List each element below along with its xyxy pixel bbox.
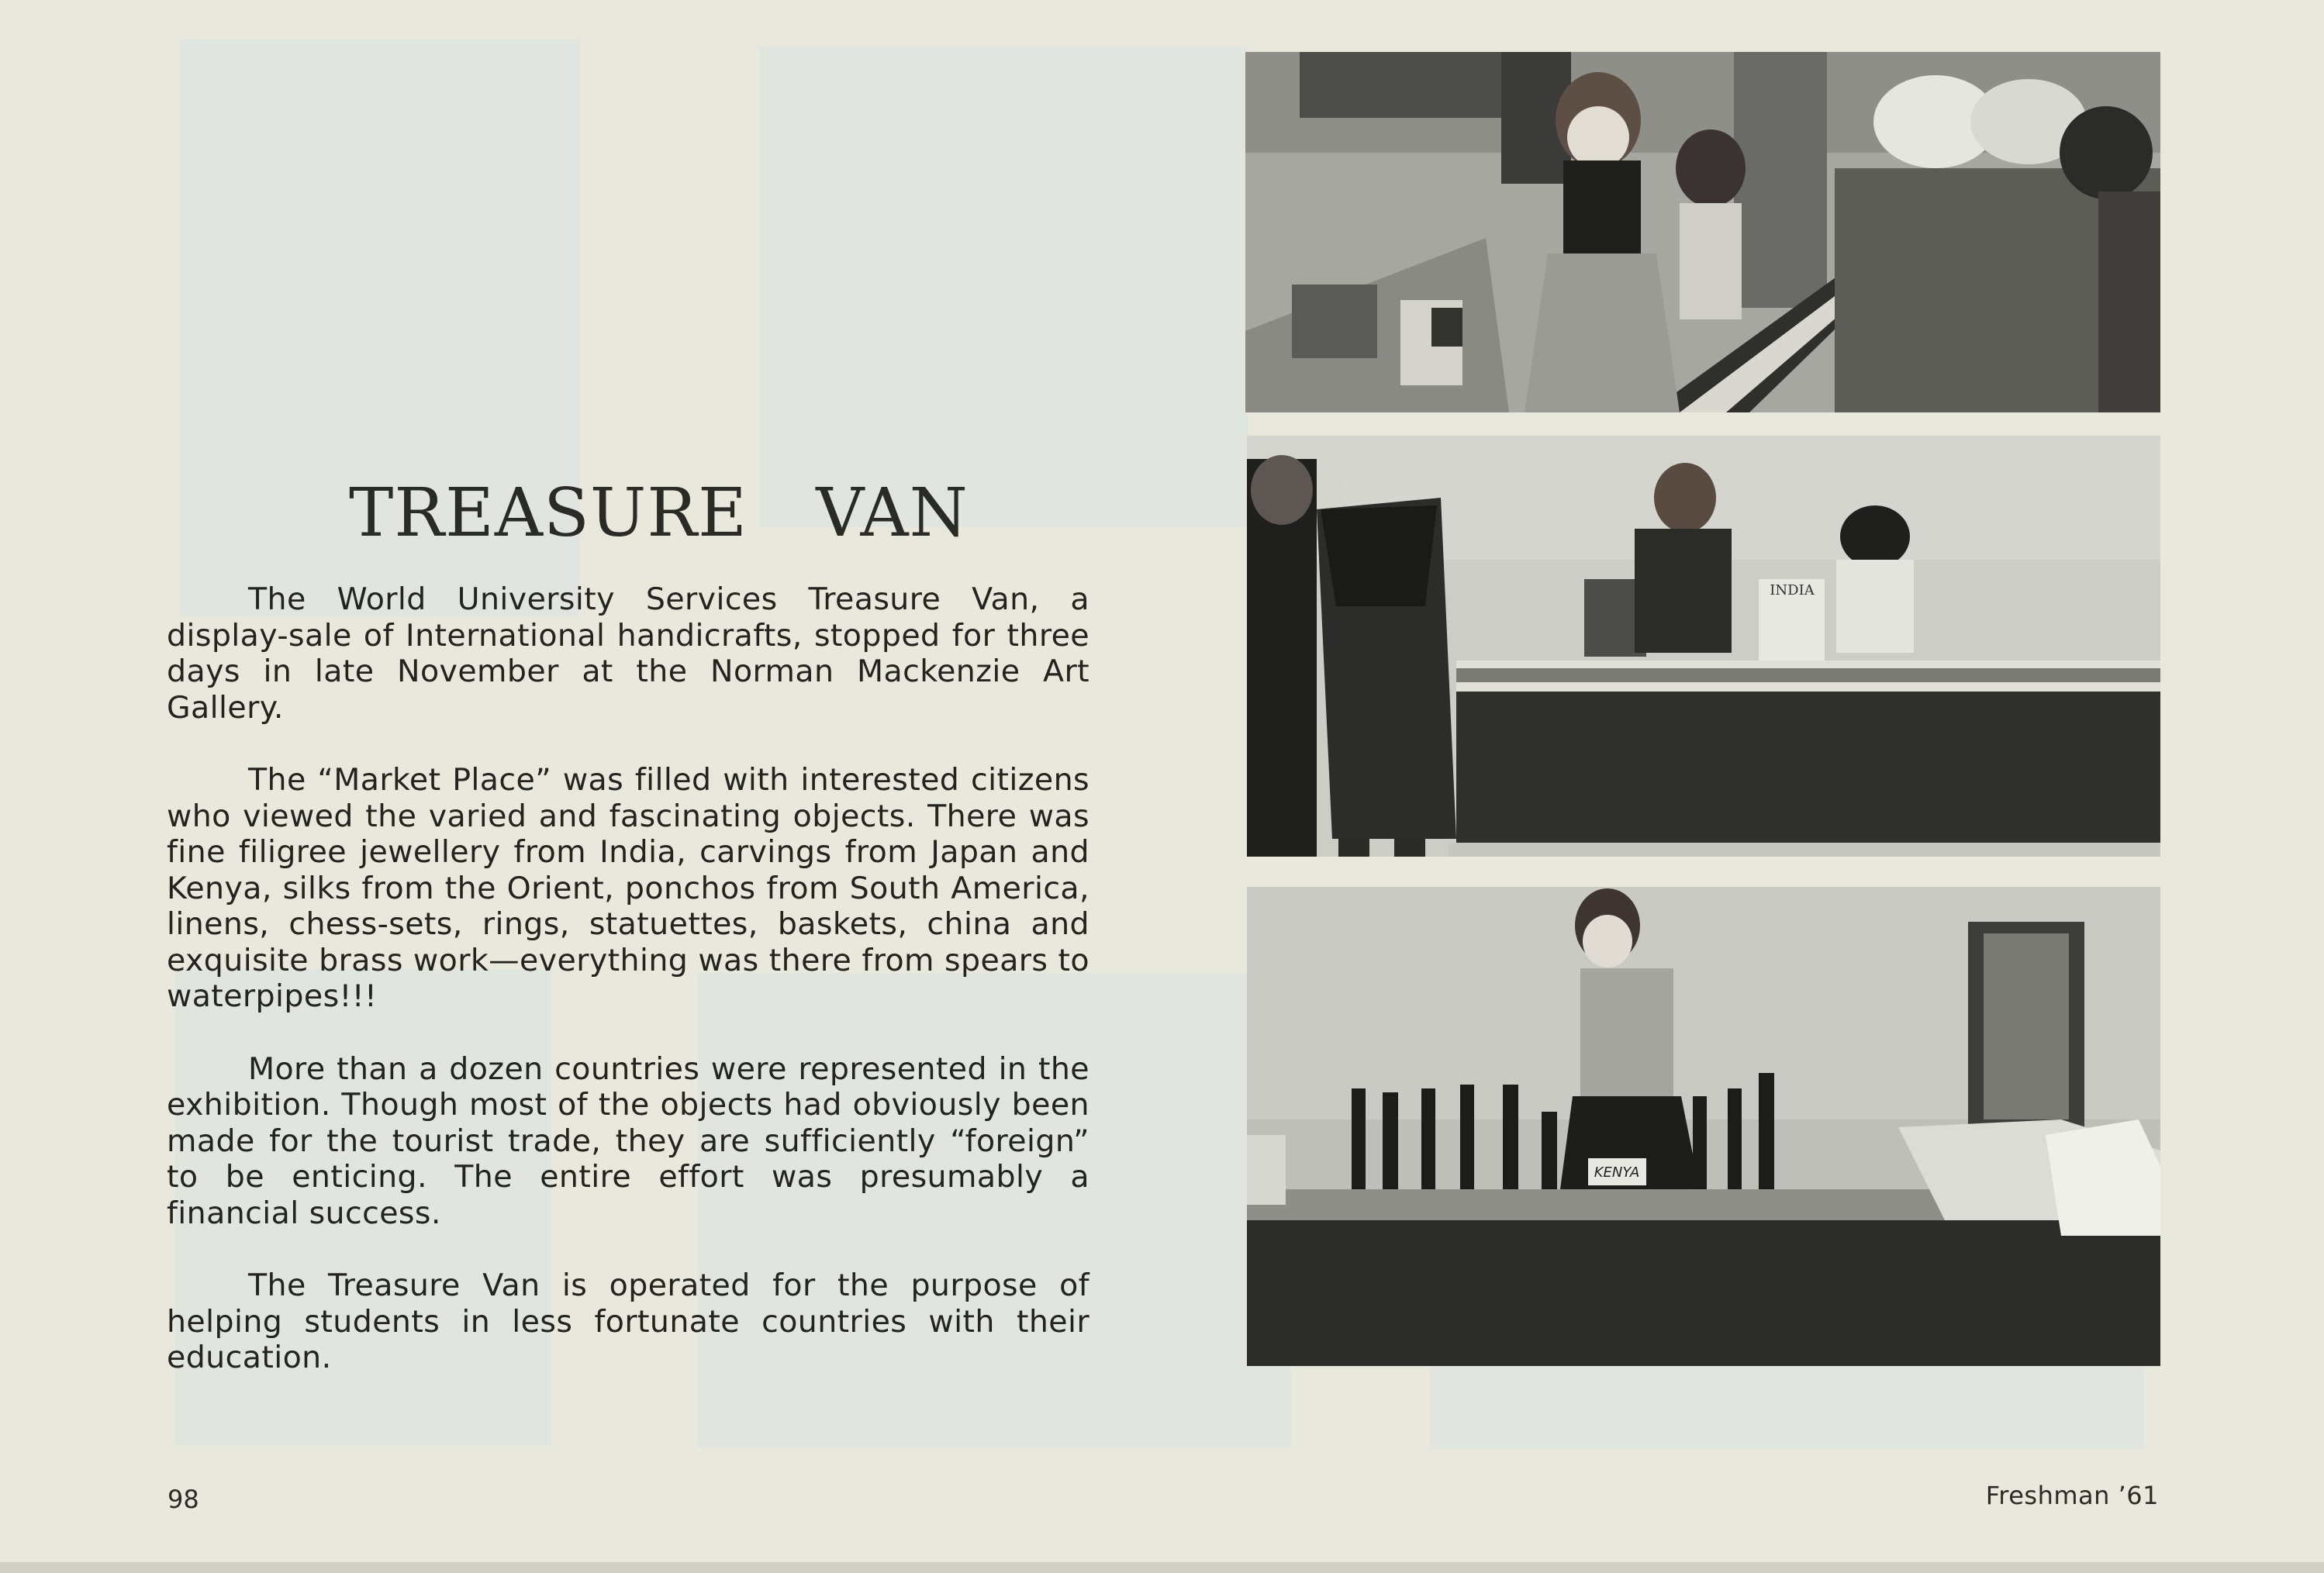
article-paragraph: More than a dozen countries were represented in the exhibition. Though most of the objects had obviously been made for the tourist trade, they are sufficiently “foreign” to be enticing. The entire effort was presumably a financial success. (167, 1050, 1089, 1231)
article-paragraph: The “Market Place” was filled with interested citizens who viewed the varied and fascinating objects. There was fine filigree jewellery from India, carvings from Japan and Kenya, silks from the Orient, ponchos from South America, linens, chess-sets, rings, statuettes, baskets, china and exquisite brass work—everything was there from spears to waterpipes!!! (167, 762, 1089, 1014)
show-through-block (760, 47, 1248, 527)
photo-india-display (1247, 436, 2160, 857)
kenya-sign-text: KENYA (1594, 1164, 1640, 1181)
page-number: 98 (167, 1485, 199, 1514)
photo-kenya-carvings-image (1247, 887, 2160, 1366)
page-title: TREASURE VAN (349, 474, 969, 552)
photo-shoppers-image (1245, 52, 2160, 412)
page-bottom-edge (0, 1562, 2324, 1573)
photo-kenya-carvings (1247, 887, 2160, 1366)
photo-india-display-image (1247, 436, 2160, 857)
india-sign-text: INDIA (1770, 582, 1815, 598)
article-paragraph: The Treasure Van is operated for the purpose of helping students in less fortunate countries with their education. (167, 1268, 1089, 1375)
article-paragraph: The World University Services Treasure Van, a display-sale of International handicrafts, stopped for three days in late November at the Norman Mackenzie Art Gallery. (167, 581, 1089, 726)
running-title: Freshman ’61 (1985, 1481, 2159, 1510)
article-body (167, 581, 1089, 1413)
photo-shoppers-at-table (1245, 52, 2160, 412)
